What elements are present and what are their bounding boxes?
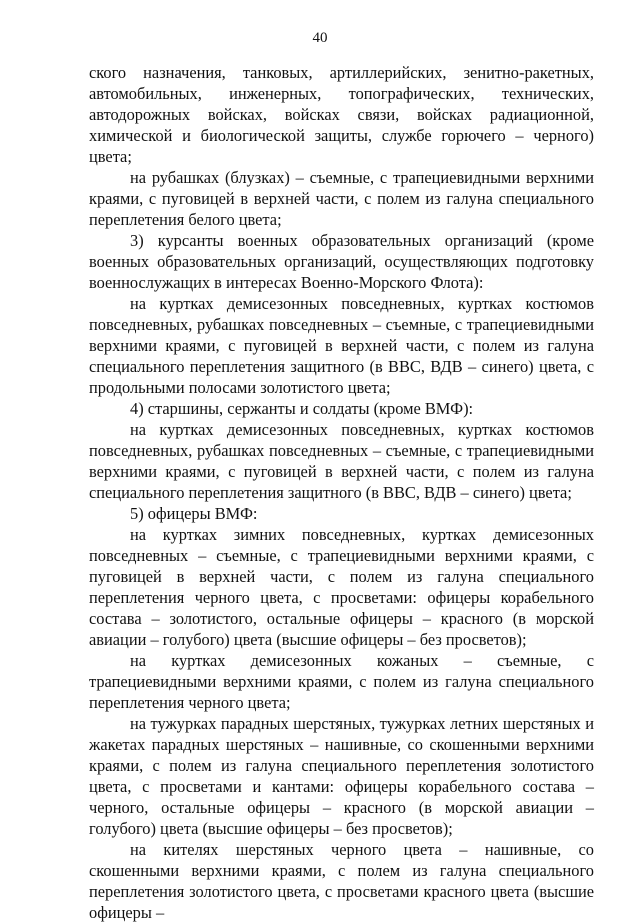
paragraph: на куртках демисезонных повседневных, куртках костюмов повседневных, рубашках повседневных – съемные, с трапециевидными верхними краями, с пуговицей в верхней части, с полем из галуна специального переплетения защитного (в ВВС, ВДВ – синего) цвета, с продольными полосами золотистого цвета; xyxy=(89,294,594,397)
paragraph: 5) офицеры ВМФ: xyxy=(130,504,258,523)
body-text xyxy=(89,62,594,923)
paragraph: ского назначения, танковых, артиллерийских, зенитно-ракетных, автомобильных, инженерных, топографических, технических, автодорожных войсках, войсках связи, войсках радиационной, химической и биологической защиты, службе горючего – черного) цвета; xyxy=(89,63,594,166)
paragraph: на куртках зимних повседневных, куртках демисезонных повседневных – съемные, с трапециевидными верхними краями, с пуговицей в верхней части, с полем из галуна специального переплетения черного цвета, с просветами: офицеры корабельного состава – золотистого, остальные офицеры – красного (в морской авиации – голубого) цвета (высшие офицеры – без просветов); xyxy=(89,525,594,649)
paragraph: 3) курсанты военных образовательных организаций (кроме военных образовательных организаций, осуществляющих подготовку военнослужащих в интересах Военно-Морского Флота): xyxy=(89,231,594,292)
page-number: 40 xyxy=(312,30,328,46)
paragraph: на кителях шерстяных черного цвета – нашивные, со скошенными верхними краями, с полем из галуна специального переплетения золотистого цвета, с просветами красного цвета (высшие офицеры – xyxy=(89,840,594,922)
paragraph: на куртках демисезонных повседневных, куртках костюмов повседневных, рубашках повседневных – съемные, с трапециевидными верхними краями, с пуговицей в верхней части, с полем из галуна специального переплетения защитного (в ВВС, ВДВ – синего) цвета; xyxy=(89,420,594,502)
paragraph: на тужурках парадных шерстяных, тужурках летних шерстяных и жакетах парадных шерстяных – нашивные, со скошенными верхними краями, с полем из галуна специального переплетения золотистого цвета, с просветами и кантами: офицеры корабельного состава – черного, остальные офицеры – красного (в морской авиации – голубого) цвета (высшие офицеры – без просветов); xyxy=(89,714,594,838)
paragraph: на рубашках (блузках) – съемные, с трапециевидными верхними краями, с пуговицей в верхней части, с полем из галуна специального переплетения белого цвета; xyxy=(89,168,594,229)
paragraph: на куртках демисезонных кожаных – съемные, с трапециевидными верхними краями, с полем из галуна специального переплетения черного цвета; xyxy=(89,651,594,712)
paragraph: 4) старшины, сержанты и солдаты (кроме ВМФ): xyxy=(130,399,474,418)
